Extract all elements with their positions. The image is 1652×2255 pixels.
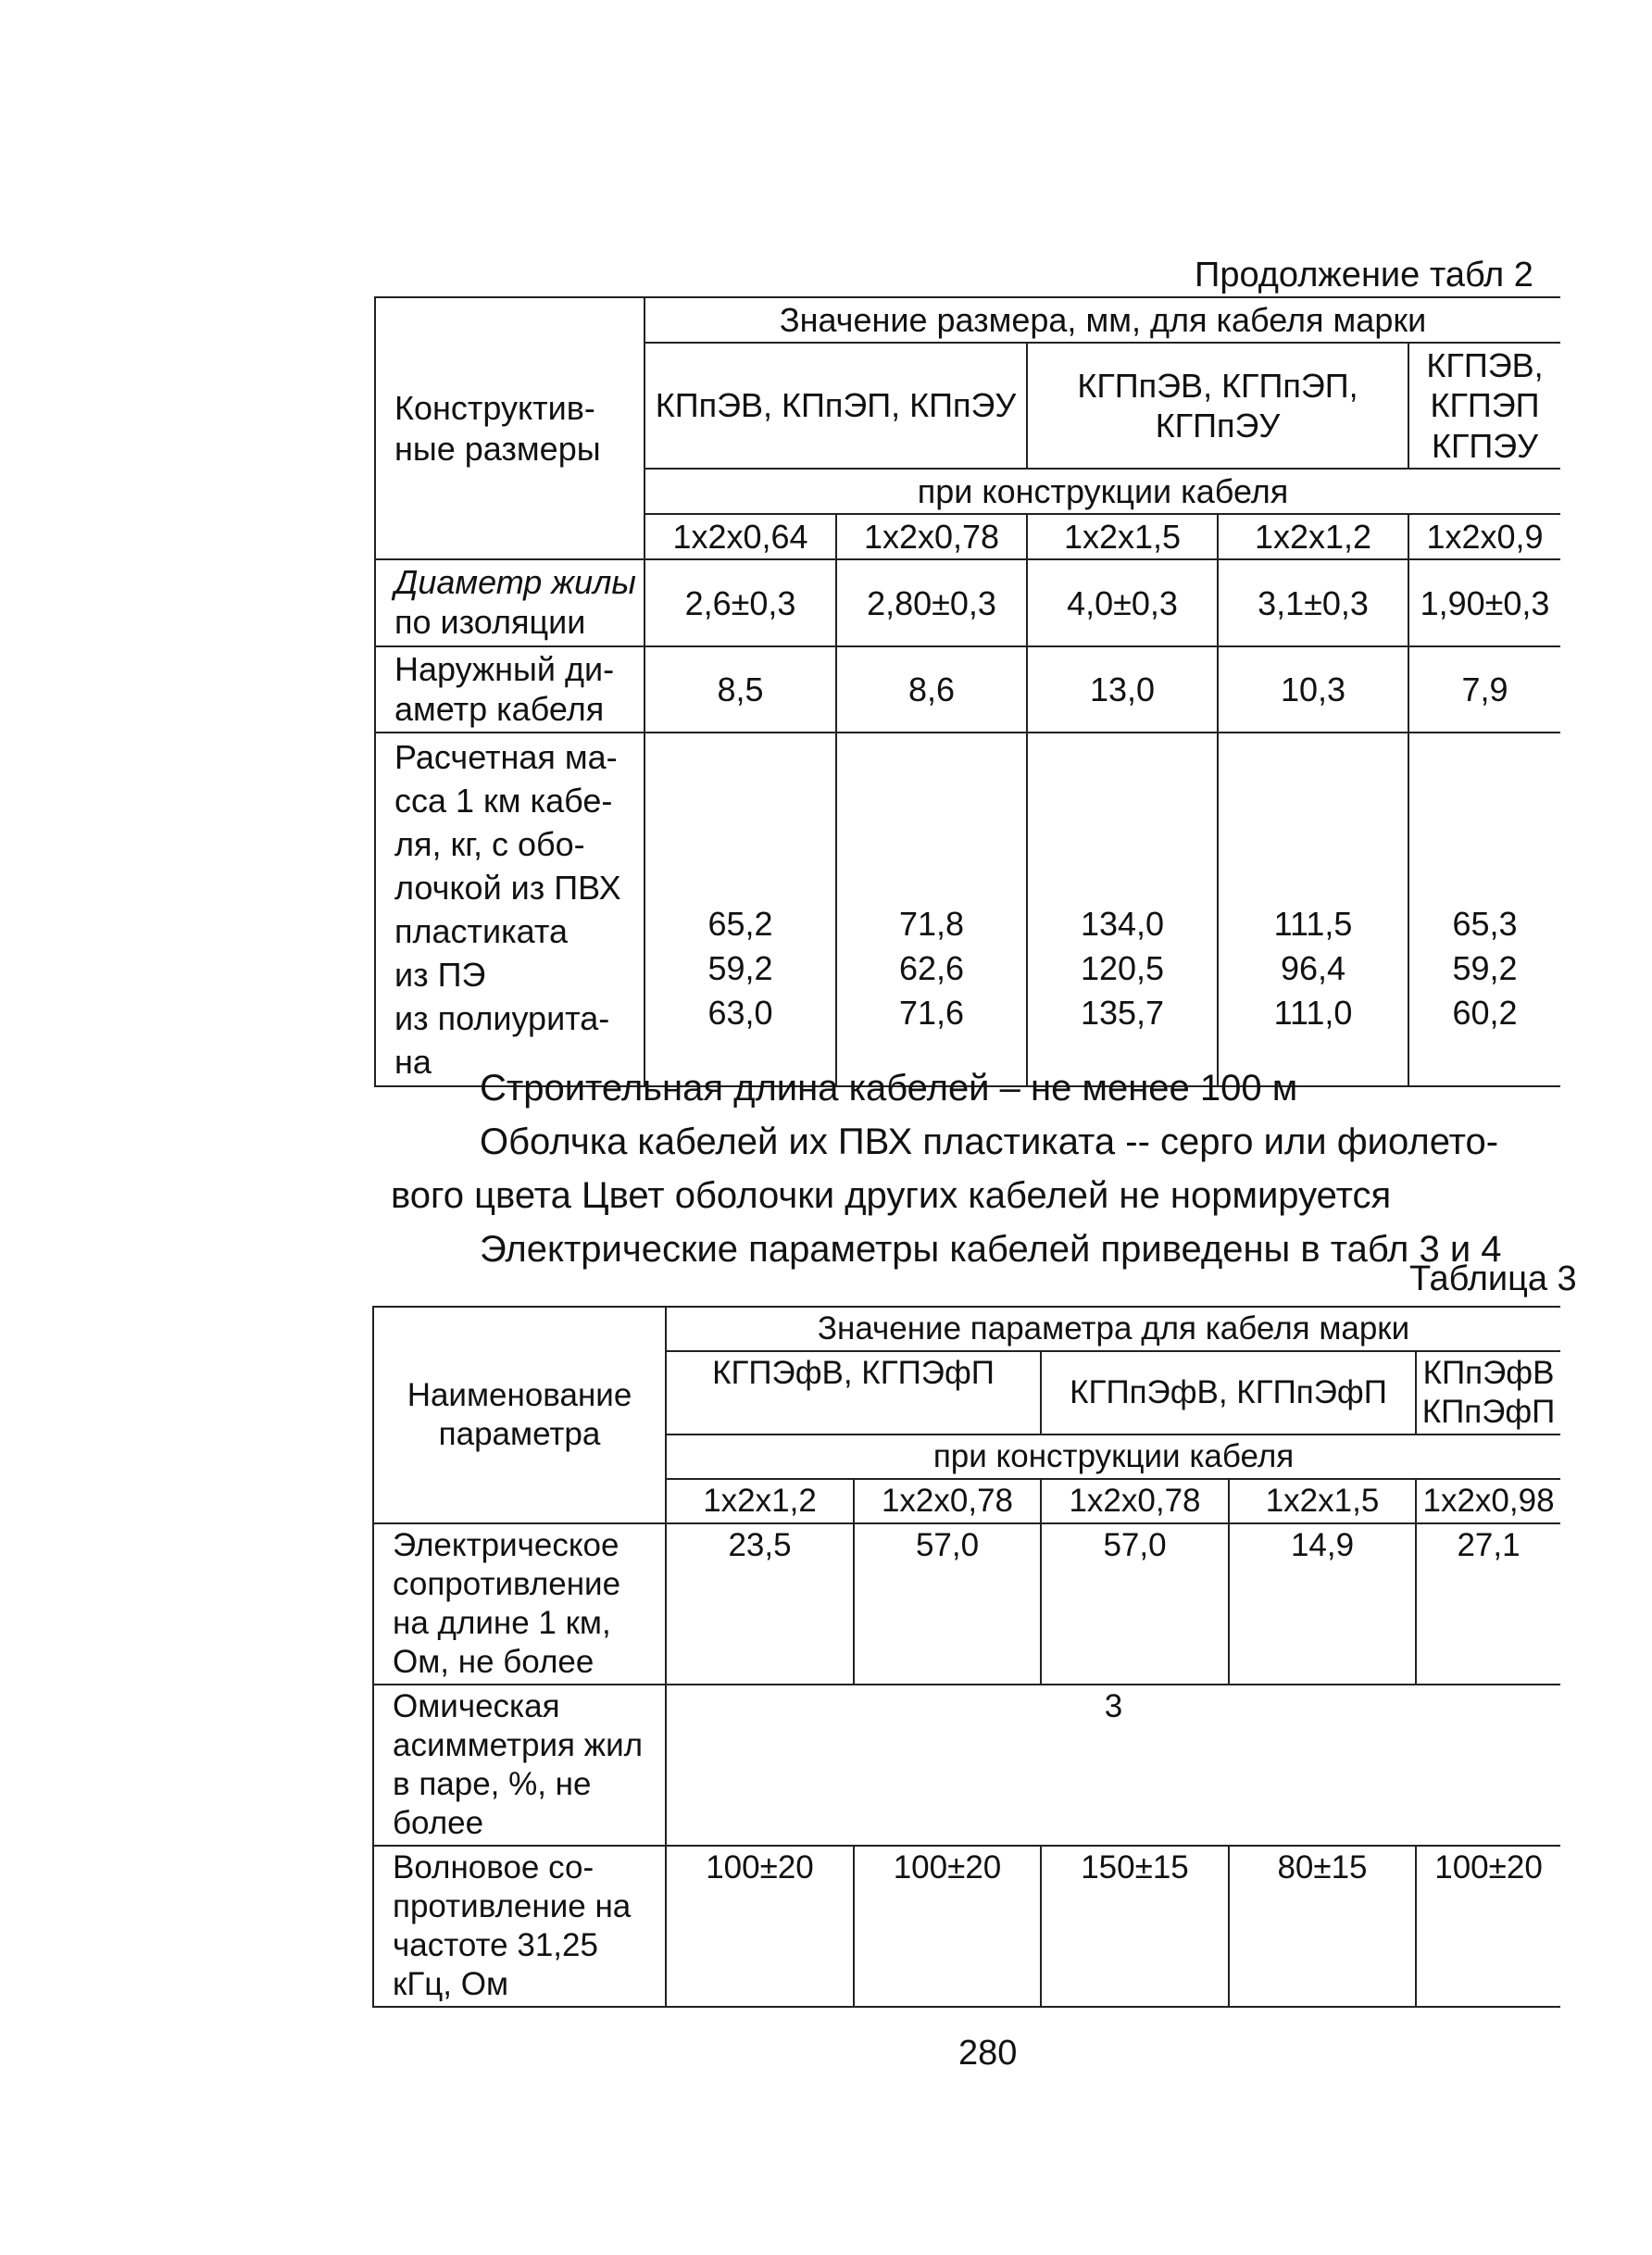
table1-mass-value: 111,5 (1273, 904, 1353, 943)
table1-cell: 1,90±0,3 (1408, 559, 1560, 646)
table1-cell: 8,6 (836, 646, 1027, 732)
table2-brand-1: КГПЭфВ, КГПЭфП (666, 1351, 1041, 1434)
table2-construction-4: 1x2x1,5 (1229, 1479, 1416, 1523)
table1-group-title: Значение размера, мм, для кабеля марки (645, 297, 1560, 343)
table2-row-label: Электрическое сопротивление на длине 1 км, Ом, не более (373, 1523, 666, 1685)
table1-mass-value: 59,2 (1452, 948, 1518, 987)
table2-construction-5: 1x2x0,98 (1416, 1479, 1560, 1523)
table1-mass-cell (1027, 733, 1218, 1086)
table1-brand-2: КГПпЭВ, КГПпЭП, КГПпЭУ (1027, 343, 1408, 469)
table1-row-label-line2: по изоляции (394, 603, 586, 642)
table1-mass-value: 59,2 (707, 948, 773, 987)
table1-construction-title: при конструкции кабеля (645, 469, 1560, 514)
table1-mass-sub-label: из полиурита-на (394, 998, 610, 1081)
table1-mass-value: 111,0 (1273, 993, 1353, 1032)
paragraph-line: вого цвета Цвет оболочки других кабелей не нормируется (391, 1175, 1392, 1216)
table2-brand-2: КГПпЭфВ, КГПпЭфП (1041, 1351, 1416, 1434)
table2-construction-3: 1x2x0,78 (1041, 1479, 1229, 1523)
table1-mass-value: 62,6 (898, 948, 965, 987)
paragraph-line: Строительная длина кабелей – не менее 100 м (480, 1068, 1298, 1109)
table2-cell: 57,0 (854, 1523, 1041, 1685)
table1-mass-value: 135,7 (1080, 993, 1165, 1032)
table1-mass-value: 65,3 (1452, 904, 1518, 943)
table1-construction-4: 1x2x1,2 (1218, 514, 1408, 559)
table1-mass-value: 60,2 (1452, 993, 1518, 1032)
table1-cell: 7,9 (1408, 646, 1560, 732)
table2-merged-cell: 3 (666, 1685, 1560, 1846)
paragraph-line: Электрические параметры кабелей приведены в табл 3 и 4 (480, 1229, 1502, 1270)
table1-mass-cell (836, 733, 1027, 1086)
table1-mass-sub-label: из ПЭ (394, 955, 486, 994)
table1-mass-value: 65,2 (707, 904, 773, 943)
table1-row-header: Конструктив-ные размеры (375, 297, 645, 559)
table2-cell: 14,9 (1229, 1523, 1416, 1685)
table1-cell: 2,80±0,3 (836, 559, 1027, 646)
table2-cell: 100±20 (1416, 1846, 1560, 2007)
table1-construction-5: 1x2x0,9 (1408, 514, 1560, 559)
table1-caption: Продолжение табл 2 (1195, 256, 1533, 294)
table1-cell: 13,0 (1027, 646, 1218, 732)
table1-mass-value: 63,0 (707, 993, 773, 1032)
table1-mass-value: 71,6 (898, 993, 965, 1032)
table2-cell: 23,5 (666, 1523, 854, 1685)
table1-brand-3: КГПЭВ, КГПЭП КГПЭУ (1408, 343, 1560, 469)
table2-construction-title: при конструкции кабеля (666, 1434, 1560, 1479)
table1-mass-cell (1218, 733, 1408, 1086)
table1-cell: 8,5 (645, 646, 836, 732)
table2-cell: 80±15 (1229, 1846, 1416, 2007)
table2-cell: 27,1 (1416, 1523, 1560, 1685)
table2-brand-3: КПпЭфВ КПпЭфП (1416, 1351, 1560, 1434)
table2-cell: 100±20 (854, 1846, 1041, 2007)
table2-caption: Таблица 3 (1409, 1259, 1577, 1298)
table1-mass-cell (645, 733, 836, 1086)
table2-construction-1: 1x2x1,2 (666, 1479, 854, 1523)
page-number: 280 (958, 2034, 1018, 2073)
table2-row-label: Омическая асимметрия жил в паре, %, не более (373, 1685, 666, 1846)
body-text (391, 1061, 1502, 1276)
table1-mass-cell (1408, 733, 1560, 1086)
table2-construction-2: 1x2x0,78 (854, 1479, 1041, 1523)
table1-construction-2: 1x2x0,78 (836, 514, 1027, 559)
table1-row-label (375, 559, 645, 646)
table1-cell: 10,3 (1218, 646, 1408, 732)
table1-row-label (375, 733, 645, 1086)
table1-mass-value: 96,4 (1280, 948, 1346, 987)
table1-construction-3: 1x2x1,5 (1027, 514, 1218, 559)
table1-mass-value: 134,0 (1080, 904, 1165, 943)
cable-dimensions-table (374, 296, 1560, 1087)
table1-construction-1: 1x2x0,64 (645, 514, 836, 559)
table2-cell: 57,0 (1041, 1523, 1229, 1685)
table1-row-label-line1: Диаметр жилы (394, 563, 636, 602)
table2-row-header: Наименование параметра (373, 1307, 666, 1523)
electrical-parameters-table (372, 1306, 1560, 2008)
table2-cell: 100±20 (666, 1846, 854, 2007)
table1-mass-value: 120,5 (1080, 948, 1165, 987)
table2-cell: 150±15 (1041, 1846, 1229, 2007)
table2-row-label: Волновое со-противление на частоте 31,25 кГц, Ом (373, 1846, 666, 2007)
table1-cell: 4,0±0,3 (1027, 559, 1218, 646)
table1-mass-value: 71,8 (898, 904, 965, 943)
table1-cell: 2,6±0,3 (645, 559, 836, 646)
table1-row-label: Наружный ди-аметр кабеля (375, 646, 645, 732)
paragraph-line: Оболчка кабелей их ПВХ пластиката -- серго или фиолето- (480, 1121, 1499, 1162)
table1-brand-1: КПпЭВ, КПпЭП, КПпЭУ (645, 343, 1027, 469)
table1-mass-label: Расчетная ма-сса 1 км кабе-ля, кг, с обо-лочкой из ПВХ (394, 737, 621, 907)
table1-cell: 3,1±0,3 (1218, 559, 1408, 646)
table1-mass-sub-label: пластиката (394, 911, 568, 950)
table2-group-title: Значение параметра для кабеля марки (666, 1307, 1560, 1351)
